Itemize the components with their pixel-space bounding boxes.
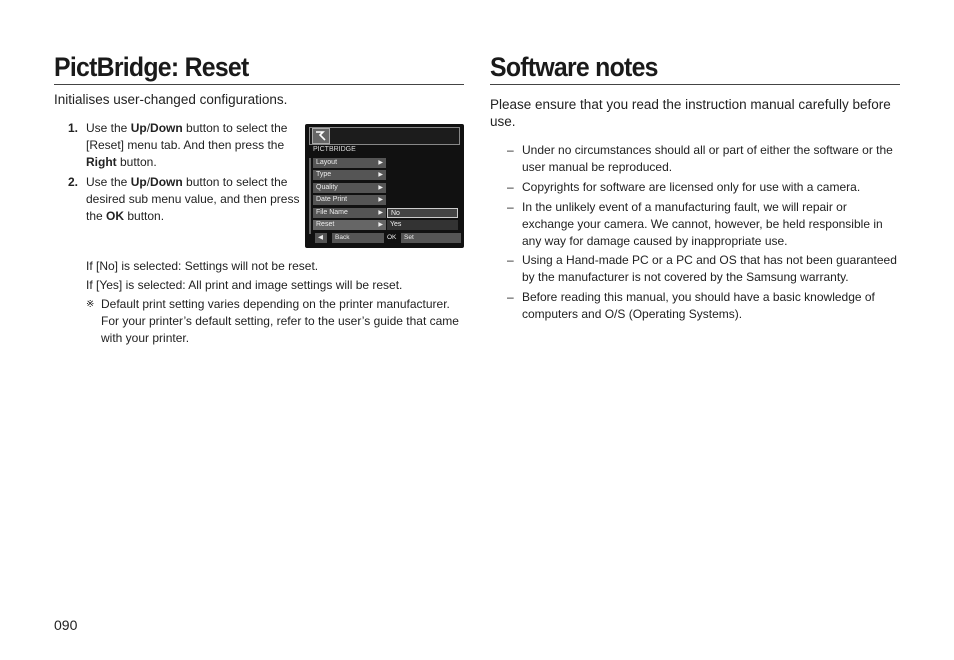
note-no-selected: If [No] is selected: Settings will not be reset. — [86, 259, 319, 273]
camera-menu-item-layout: Layout ▶ — [313, 158, 386, 168]
camera-option-no: No — [387, 208, 458, 218]
list-item: – Using a Hand-made PC or a PC and OS that has not been guaranteed by the manufacturer is not covered by the Samsung warranty. — [507, 253, 897, 284]
camera-menu-item-quality: Quality ▶ — [313, 183, 386, 193]
chevron-right-icon: ▶ — [378, 160, 383, 166]
chevron-right-icon: ▶ — [378, 172, 383, 178]
camera-menu-item-reset: Reset ▶ — [313, 220, 386, 230]
list-item: – Copyrights for software are licensed only for use with a camera. — [507, 180, 861, 194]
left-arrow-icon: ◀ — [315, 233, 327, 243]
camera-menu-header: PICTBRIDGE — [313, 146, 356, 153]
page-title-pictbridge-reset: PictBridge: Reset — [54, 52, 249, 82]
camera-ok-label: OK — [387, 234, 397, 241]
camera-option-yes: Yes — [387, 220, 458, 230]
camera-tab-bar — [309, 127, 460, 145]
list-item: – Before reading this manual, you should have a basic knowledge of computers and O/S (Operating Systems). — [507, 290, 875, 321]
camera-menu-item-date-print: Date Print ▶ — [313, 195, 386, 205]
step-2: 2. Use the Up/Down button to select the desired sub menu value, and then press the OK button. — [68, 175, 300, 223]
list-item: – In the unlikely event of a manufacturing fault, we will repair or exchange your camera. We cannot, however, be held responsible in any way for damage caused by inappropriate use. — [507, 200, 883, 248]
camera-screen-illustration — [305, 124, 464, 248]
title-rule — [490, 84, 900, 85]
note-default-print-setting: Default print setting varies depending on the printer manufacturer. For your printer’s default setting, refer to the user’s guide that came with your printer. — [101, 297, 459, 345]
chevron-right-icon: ▶ — [378, 222, 383, 228]
pictbridge-intro: Initialises user-changed configurations. — [54, 92, 288, 107]
camera-menu-item-file-name: File Name ▶ — [313, 208, 386, 218]
camera-bottom-bar — [309, 233, 461, 244]
page-number: 090 — [54, 617, 78, 633]
list-item: – Under no circumstances should all or part of either the software or the user manual be reproduced. — [507, 143, 893, 174]
camera-back-label: Back — [332, 233, 384, 243]
page-title-software-notes: Software notes — [490, 52, 658, 82]
reference-mark-icon: ※ — [86, 299, 95, 310]
step-1: 1. Use the Up/Down button to select the [Reset] menu tab. And then press the Right button. — [68, 121, 288, 169]
chevron-right-icon: ▶ — [378, 197, 383, 203]
title-rule — [54, 84, 464, 85]
step-number: 2. — [68, 175, 79, 189]
step-number: 1. — [68, 121, 79, 135]
camera-set-label: Set — [401, 233, 461, 243]
pictbridge-tab-icon — [312, 128, 330, 144]
software-notes-intro: Please ensure that you read the instruction manual carefully before use. — [490, 97, 891, 129]
chevron-right-icon: ▶ — [378, 185, 383, 191]
chevron-right-icon: ▶ — [378, 210, 383, 216]
camera-menu-item-type: Type ▶ — [313, 170, 386, 180]
camera-scrollbar — [309, 158, 311, 234]
note-yes-selected: If [Yes] is selected: All print and image settings will be reset. — [86, 278, 403, 292]
